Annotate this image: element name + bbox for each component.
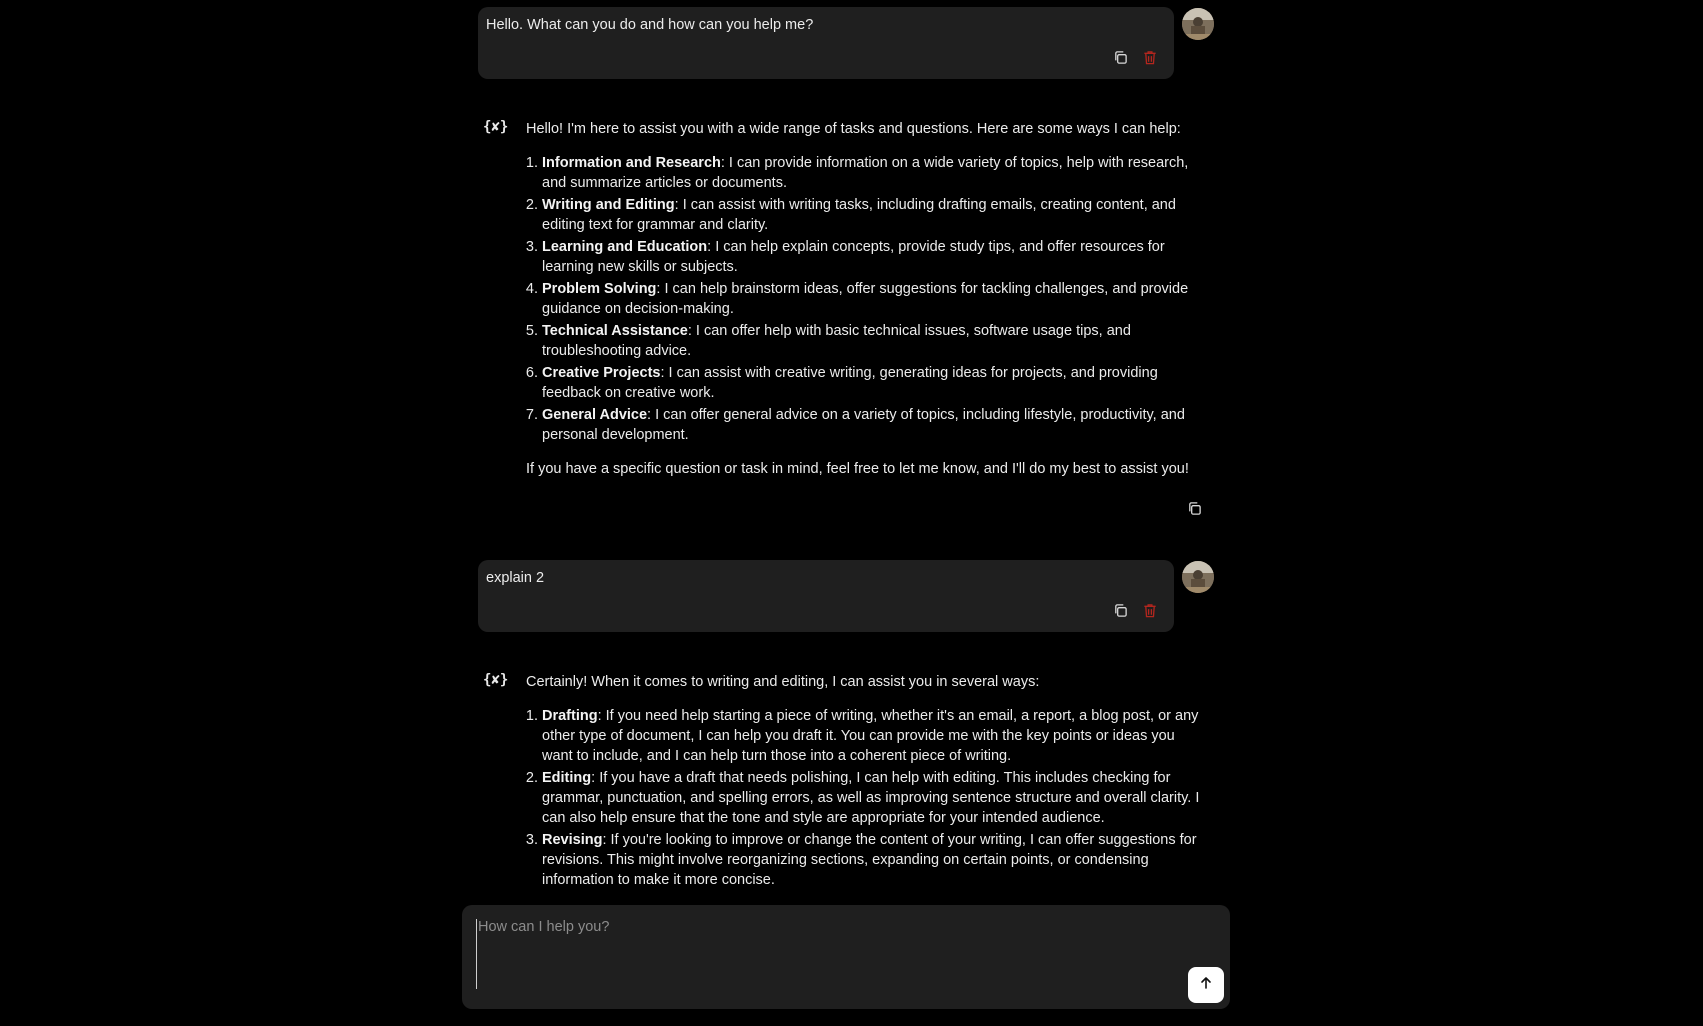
- list-item: 3. Learning and Education: I can help explain concepts, provide study tips, and offer resources for learning new skills or subjects.: [542, 237, 1206, 277]
- avatar: [1182, 561, 1214, 593]
- list-item: 2. Writing and Editing: I can assist with writing tasks, including drafting emails, creating content, and editing text for grammar and clarity.: [542, 195, 1206, 235]
- assistant-list: [526, 706, 1206, 886]
- list-item: 3. Revising: If you're looking to improve or change the content of your writing, I can offer suggestions for revisions. This might involve reorganizing sections, expanding on certain points, or condensing information to make it more concise.: [542, 830, 1206, 886]
- list-item: 1. Drafting: If you need help starting a piece of writing, whether it's an email, a report, a blog post, or any other type of document, I can help you draft it. You can provide me with the key points or ideas you want to include, and I can help turn those into a coherent piece of writing.: [542, 706, 1206, 766]
- list-item: 2. Editing: If you have a draft that needs polishing, I can help with editing. This includes checking for grammar, punctuation, and spelling errors, as well as improving sentence structure and overall clarity. I can also help ensure that the tone and style are appropriate for your intended audience.: [542, 768, 1206, 828]
- copy-icon[interactable]: [1186, 500, 1202, 516]
- trash-icon[interactable]: [1142, 49, 1158, 65]
- message-actions: [1112, 49, 1158, 65]
- assistant-list: [526, 153, 1206, 445]
- user-message-text: explain 2: [486, 570, 545, 586]
- send-button[interactable]: [1188, 967, 1224, 1003]
- trash-icon[interactable]: [1142, 602, 1158, 618]
- assistant-intro: Hello! I'm here to assist you with a wide range of tasks and questions. Here are some ways I can help:: [526, 121, 1181, 137]
- user-message-text: Hello. What can you do and how can you help me?: [486, 17, 814, 33]
- assistant-logo-icon: {✘}: [483, 672, 509, 688]
- assistant-message: [526, 672, 1206, 886]
- list-item: 1. Information and Research: I can provide information on a wide variety of topics, help with research, and summarize articles or documents.: [542, 153, 1206, 193]
- list-item: 5. Technical Assistance: I can offer help with basic technical issues, software usage tips, and troubleshooting advice.: [542, 321, 1206, 361]
- chat-input[interactable]: [476, 919, 1196, 989]
- copy-icon[interactable]: [1112, 49, 1128, 65]
- composer: [462, 905, 1230, 1009]
- arrow-up-icon: [1199, 976, 1213, 995]
- user-message: [478, 7, 1174, 79]
- avatar: [1182, 8, 1214, 40]
- assistant-message: [526, 119, 1206, 479]
- copy-icon[interactable]: [1112, 602, 1128, 618]
- assistant-intro: Certainly! When it comes to writing and editing, I can assist you in several ways:: [526, 674, 1040, 690]
- list-item: 4. Problem Solving: I can help brainstorm ideas, offer suggestions for tackling challenges, and provide guidance on decision-making.: [542, 279, 1206, 319]
- message-actions: [1112, 602, 1158, 618]
- assistant-logo-icon: {✘}: [483, 119, 509, 135]
- user-message: [478, 560, 1174, 632]
- list-item: 7. General Advice: I can offer general advice on a variety of topics, including lifestyle, productivity, and personal development.: [542, 405, 1206, 445]
- assistant-outro: If you have a specific question or task in mind, feel free to let me know, and I'll do my best to assist you!: [526, 461, 1189, 477]
- list-item: 6. Creative Projects: I can assist with creative writing, generating ideas for projects, and providing feedback on creative work.: [542, 363, 1206, 403]
